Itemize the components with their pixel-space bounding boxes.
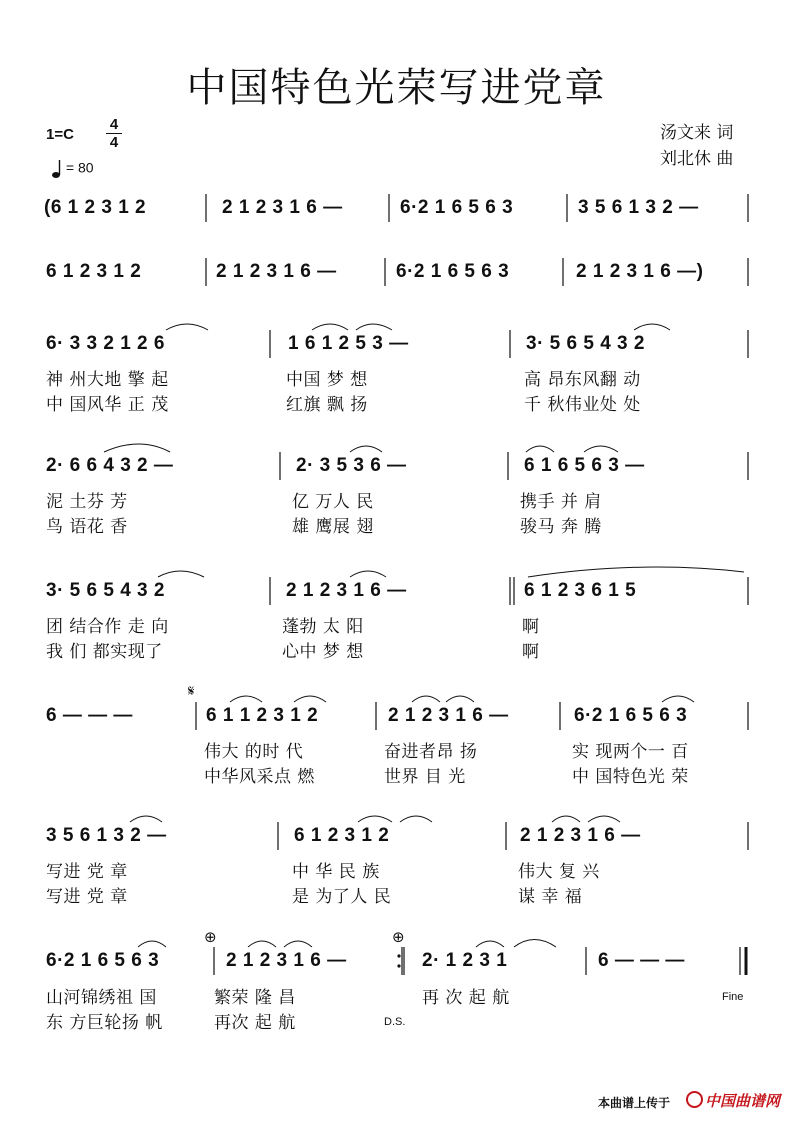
- tempo-value: = 80: [65, 159, 94, 176]
- row-5-lyric-1a: 团 结合作 走 向: [46, 617, 169, 637]
- row-4-measure-1: 2· 6 6 4 3 2 —: [46, 455, 174, 476]
- row-5-lyric-2b: 心中 梦 想: [282, 642, 364, 662]
- row-8-measure-4: 6 — — —: [598, 950, 685, 971]
- row-6-lyric-1b: 奋进者昂 扬: [384, 742, 478, 762]
- row-4-lyric-2c: 骏马 奔 腾: [520, 517, 602, 537]
- row-2-measure-1: 6 1 2 3 1 2: [46, 261, 142, 282]
- row-4-lyric-2b: 雄 鹰展 翅: [292, 517, 374, 537]
- row-7-lyric-2b: 是 为了人 民: [292, 887, 392, 907]
- row-3-measure-3: 3· 5 6 5 4 3 2: [526, 333, 645, 354]
- time-signature-top: 4: [109, 116, 119, 133]
- row-7-lyric-1c: 伟大 复 兴: [518, 862, 600, 882]
- site-logo: [686, 1090, 780, 1111]
- row-3-lyric-2c: 千 秋伟业处 处: [524, 395, 641, 415]
- key-signature: 1=C: [46, 126, 74, 143]
- row-5-measure-1: 3· 5 6 5 4 3 2: [46, 580, 165, 601]
- row-7-measure-1: 3 5 6 1 3 2 —: [46, 825, 167, 846]
- row-2-measure-4: 2 1 2 3 1 6 —): [576, 261, 704, 282]
- row-4-lyric-1c: 携手 并 肩: [520, 492, 602, 512]
- row-4-lyric-2a: 鸟 语花 香: [46, 517, 128, 537]
- row-3-measure-2: 1 6 1 2 5 3 —: [288, 333, 409, 354]
- row-3-lyric-1a: 神 州大地 擎 起: [46, 370, 169, 390]
- row-7-lyric-1a: 写进 党 章: [46, 862, 128, 882]
- row-8-lyric-2a: 东 方巨轮扬 帆: [46, 1013, 163, 1033]
- row-1-measure-1: (6 1 2 3 1 2: [44, 197, 147, 218]
- row-3-lyric-2a: 中 国风华 正 茂: [46, 395, 169, 415]
- row-3-lyric-1c: 高 昂东风翻 动: [524, 370, 641, 390]
- song-title: 中国特色光荣写进党章: [186, 65, 607, 111]
- row-5-lyric-2a: 我 们 都实现了: [46, 642, 163, 662]
- row-6-measure-2: 6 1 1 2 3 1 2: [206, 705, 319, 726]
- row-6-measure-3: 2 1 2 3 1 6 —: [388, 705, 509, 726]
- row-3-lyric-2b: 红旗 飘 扬: [286, 395, 368, 415]
- site-logo-text: 中国曲谱网: [705, 1092, 781, 1110]
- lyricist-credit: 汤文来 词: [660, 123, 734, 143]
- row-3-lyric-1b: 中国 梦 想: [286, 370, 368, 390]
- row-2-measure-3: 6·2 1 6 5 6 3: [396, 261, 510, 282]
- row-6-lyric-2b: 世界 目 光: [384, 767, 466, 787]
- row-3-measure-1: 6· 3 3 2 1 2 6: [46, 333, 165, 354]
- row-6-measure-4: 6·2 1 6 5 6 3: [574, 705, 688, 726]
- row-6-lyric-1a: 伟大 的时 代: [204, 742, 304, 762]
- row-5-measure-2: 2 1 2 3 1 6 —: [286, 580, 407, 601]
- composer-credit: 刘北休 曲: [660, 149, 734, 169]
- coda-sign-1: ⊕: [204, 928, 217, 946]
- row-6-lyric-1c: 实 现两个一 百: [572, 742, 689, 762]
- row-8-lyric-1a: 山河锦绣祖 国: [46, 988, 157, 1008]
- row-8-measure-1: 6·2 1 6 5 6 3: [46, 950, 160, 971]
- segno-sign: 𝄋: [188, 682, 195, 700]
- row-1-measure-3: 6·2 1 6 5 6 3: [400, 197, 514, 218]
- row-7-lyric-2a: 写进 党 章: [46, 887, 128, 907]
- row-4-lyric-1b: 亿 万人 民: [292, 492, 374, 512]
- row-8-measure-2: 2 1 2 3 1 6 —: [226, 950, 347, 971]
- row-5-measure-3: 6 1 2 3 6 1 5: [524, 580, 637, 601]
- row-1-measure-2: 2 1 2 3 1 6 —: [222, 197, 343, 218]
- ds-marking: D.S.: [384, 1016, 406, 1028]
- row-4-measure-3: 6 1 6 5 6 3 —: [524, 455, 645, 476]
- row-7-measure-3: 2 1 2 3 1 6 —: [520, 825, 641, 846]
- site-logo-icon: [686, 1091, 703, 1108]
- row-4-measure-2: 2· 3 5 3 6 —: [296, 455, 407, 476]
- row-7-measure-2: 6 1 2 3 1 2: [294, 825, 390, 846]
- row-6-measure-1: 6 — — —: [46, 705, 133, 726]
- row-2-measure-2: 2 1 2 3 1 6 —: [216, 261, 337, 282]
- fine-marking: Fine: [722, 991, 744, 1003]
- row-7-lyric-1b: 中 华 民 族: [292, 862, 380, 882]
- row-5-lyric-1b: 蓬勃 太 阳: [282, 617, 364, 637]
- row-8-lyric-1c: 再 次 起 航: [422, 988, 510, 1008]
- upload-notice: 本曲谱上传于: [598, 1096, 671, 1110]
- row-7-lyric-2c: 谋 幸 福: [518, 887, 583, 907]
- row-5-lyric-2c: 啊: [522, 642, 540, 662]
- row-6-lyric-2a: 中华风采点 燃: [204, 767, 315, 787]
- time-signature-bottom: 4: [109, 134, 119, 151]
- row-8-lyric-1b: 繁荣 隆 昌: [214, 988, 296, 1008]
- row-5-lyric-1c: 啊: [522, 617, 540, 637]
- row-8-measure-3: 2· 1 2 3 1: [422, 950, 508, 971]
- row-8-lyric-2b: 再次 起 航: [214, 1013, 296, 1033]
- row-6-lyric-2c: 中 国特色光 荣: [572, 767, 689, 787]
- row-4-lyric-1a: 泥 土芬 芳: [46, 492, 128, 512]
- row-1-measure-4: 3 5 6 1 3 2 —: [578, 197, 699, 218]
- coda-sign-2: ⊕: [392, 928, 405, 946]
